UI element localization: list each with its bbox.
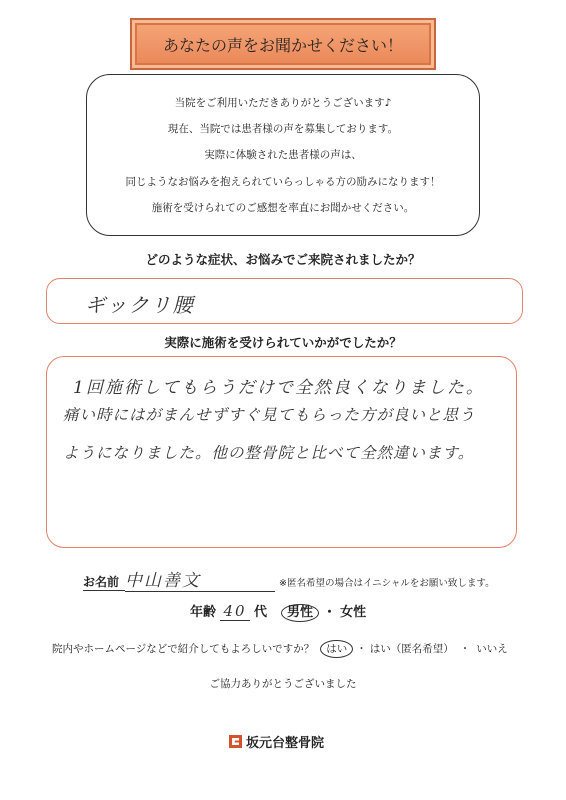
name-note: ※匿名希望の場合はイニシャルをお願い致します。 [279, 578, 495, 589]
question-symptoms: どのような症状、お悩みでご来院されましたか？ [145, 252, 421, 267]
name-label: お名前 [83, 573, 125, 591]
consent-row [52, 640, 508, 658]
consent-separator: ・ [459, 643, 471, 655]
symptoms-answer-box [46, 278, 523, 324]
intro-line: 実際に体験された患者様の声は、 [204, 149, 362, 162]
thanks-text: ご協力ありがとうございました [209, 678, 357, 690]
clinic-name: 坂元台整骨院 [246, 736, 325, 751]
age-value: 40 [220, 602, 250, 621]
intro-line: 施術を受けられてのご感想を率直にお聞かせください。 [151, 202, 415, 215]
experience-answer-line: 1回施術してもらうだけで全然良くなりました。 [73, 378, 485, 398]
name-value: 中山善文 [125, 566, 275, 592]
clinic-logo [229, 732, 324, 751]
clinic-logo-icon [229, 735, 242, 748]
question-experience: 実際に施術を受けられていかがでしたか？ [164, 335, 402, 350]
experience-answer-line: 痛い時にはがまんせずすぐ見てもらった方が良いと思う [63, 406, 476, 424]
intro-line: 現在、当院では患者様の声を募集しております。 [167, 123, 399, 136]
symptoms-answer: ギックリ腰 [85, 293, 195, 317]
consent-question: 院内やホームページなどで紹介してもよろしいですか？ [52, 643, 315, 655]
experience-answer-line: ようになりました。他の整骨院と比べて全然違います。 [63, 444, 475, 462]
gender-separator: ・ [323, 605, 337, 620]
title-banner [130, 18, 436, 70]
banner-title: あなたの声をお聞かせください！ [162, 35, 403, 55]
name-row [83, 566, 495, 592]
consent-separator: ・ [356, 643, 367, 655]
gender-male-option: 男性 [281, 604, 319, 622]
intro-box [86, 74, 480, 236]
age-label: 年齢 [190, 605, 217, 620]
consent-anonymous-option: はい（匿名希望） [369, 643, 454, 655]
gender-female-option: 女性 [340, 605, 367, 620]
intro-line: 当院をご利用いただきありがとうございます♪ [174, 96, 392, 109]
experience-answer-box [46, 356, 517, 548]
intro-line: 同じようなお悩みを抱えられていらっしゃる方の励みになります！ [125, 175, 441, 188]
consent-yes-option: はい [320, 640, 353, 658]
age-unit: 代 [254, 605, 268, 620]
consent-no-option: いいえ [476, 643, 508, 655]
age-row [190, 601, 366, 622]
